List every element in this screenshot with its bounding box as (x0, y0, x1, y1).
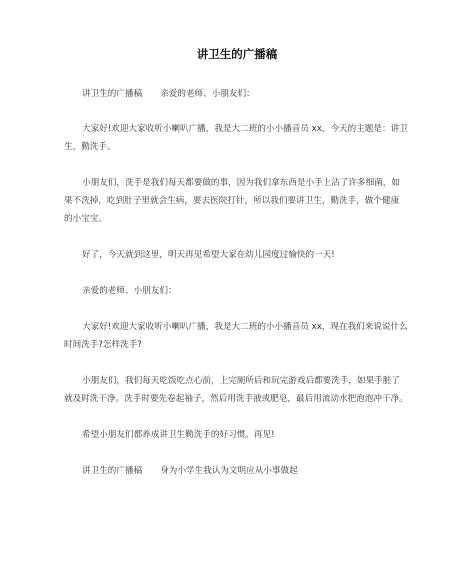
header-right: 亲爱的老师、小朋友们： (160, 89, 255, 99)
paragraph-2-line-2: 果不洗掉，吃到肚子里就会生病，要去医院打针，所以我们要讲卫生，勤洗手，做个健康 (64, 196, 400, 206)
paragraph-6-line-2: 就及时洗干净。洗手时要先卷起袖子，然后用洗手液或肥皂，最后用流动水把泡泡冲干净。 (64, 394, 408, 404)
paragraph-2-line-1: 小朋友们，洗手是我们每天都要做的事，因为我们拿东西是小手上沾了许多细菌，如 (82, 178, 400, 188)
paragraph-5-line-2: 时间洗手?怎样洗手? (64, 340, 142, 350)
paragraph-2-line-3: 的小宝宝。 (64, 214, 107, 224)
paragraph-4-line-1: 亲爱的老师、小朋友们： (82, 286, 177, 296)
paragraph-5-line-1: 大家好!欢迎大家收听小喇叭广播，我是大二班的小小播音员 xx，现在我们来说说什么 (82, 322, 408, 332)
paragraph-1-line-1: 大家好!欢迎大家收听小喇叭广播，我是大二班的小小播音员 xx，今天的主题是：讲卫 (82, 124, 408, 134)
paragraph-6-line-1: 小朋友们，我们每天吃饭吃点心前，上完厕所后和玩完游戏后都要洗手，如果手脏了 (82, 376, 400, 386)
document-title: 讲卫生的广播稿 (196, 47, 278, 61)
paragraph-1-line-2: 生，勤洗手。 (64, 142, 116, 152)
footer-left: 讲卫生的广播稿 (82, 466, 143, 476)
paragraph-7-line-1: 希望小朋友们都养成讲卫生勤洗手的好习惯。再见! (82, 430, 275, 440)
header-left: 讲卫生的广播稿 (82, 89, 143, 99)
paragraph-3-line-1: 好了，今天就到这里，明天再见希望大家在幼儿园度过愉快的一天! (82, 250, 335, 260)
footer-line (82, 465, 298, 477)
header-line (82, 88, 255, 100)
footer-right: 身为小学生我认为文明应从小事做起 (160, 466, 298, 476)
